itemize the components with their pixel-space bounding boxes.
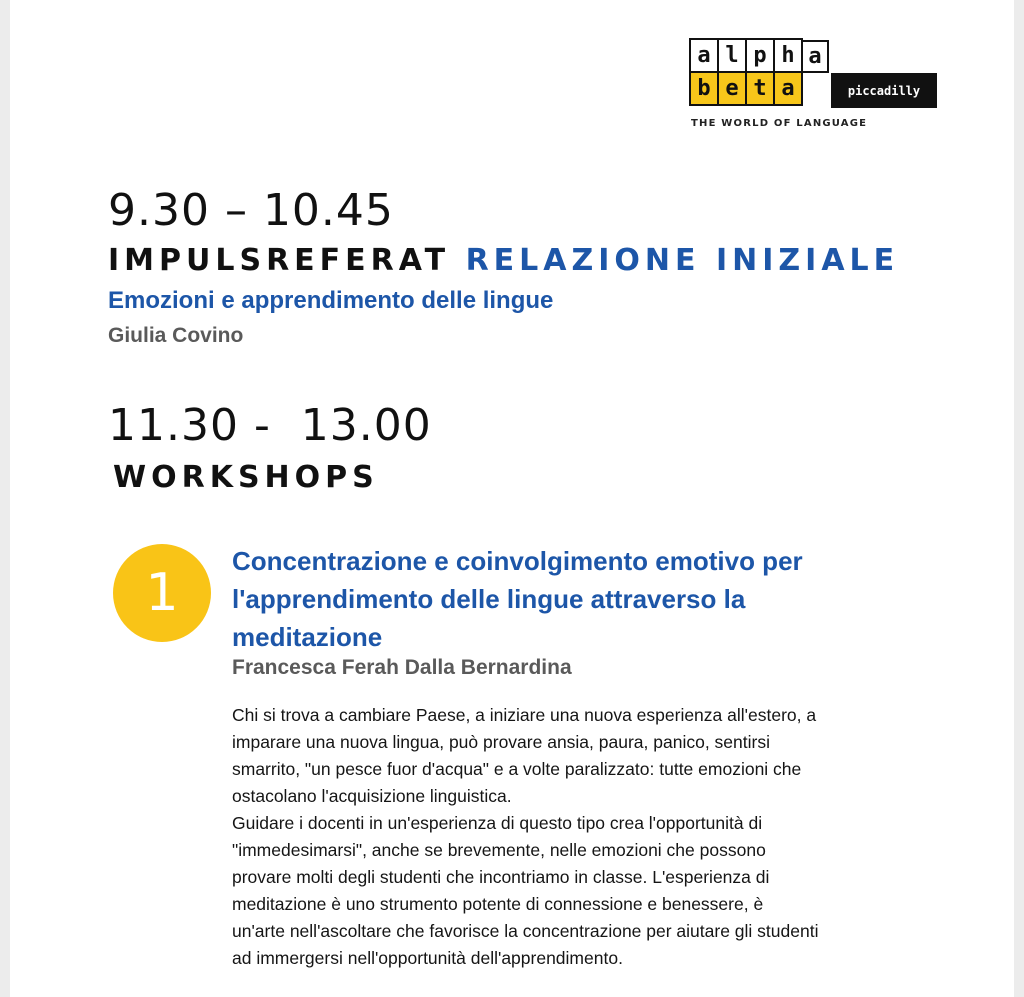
workshop-number-badge: 1 xyxy=(113,544,211,642)
description-line: ad immergersi nell'opportunità dell'apprendimento. xyxy=(232,948,623,968)
session1-title: Emozioni e apprendimento delle lingue xyxy=(108,287,554,314)
description-line: provare molti degli studenti che incontriamo in classe. L'esperienza di xyxy=(232,867,770,887)
description-line: smarrito, "un pesce fuor d'acqua" e a volte paralizzato: tutte emozioni che xyxy=(232,759,802,779)
workshop-title: Concentrazione e coinvolgimento emotivo per l'apprendimento delle lingue attraverso la meditazione xyxy=(232,546,803,652)
description-line: "immedesimarsi", anche se brevemente, nelle emozioni che possono xyxy=(232,840,766,860)
logo-letter: t xyxy=(745,71,775,106)
page-edge-left xyxy=(0,0,10,997)
session2-label xyxy=(113,460,379,495)
logo-letter: h xyxy=(773,38,803,73)
description-line: Guidare i docenti in un'esperienza di questo tipo crea l'opportunità di xyxy=(232,813,763,833)
logo-tagline: THE WORLD OF LANGUAGE xyxy=(691,118,868,129)
logo-letter: l xyxy=(717,38,747,73)
description-line: ostacolano l'acquisizione linguistica. xyxy=(232,786,512,806)
description-line: un'arte nell'ascoltare che favorisce la concentrazione per aiutare gli studenti xyxy=(232,921,819,941)
session2-label-text: WORKSHOPS xyxy=(113,460,379,495)
session1-time: 9.30 – 10.45 xyxy=(108,185,394,236)
description-line: meditazione è uno strumento potente di connessione e benessere, è xyxy=(232,894,764,914)
session1-label xyxy=(108,243,899,278)
logo-letter-grid xyxy=(691,40,803,106)
document-page xyxy=(10,0,1014,997)
logo-piccadilly-label: piccadilly xyxy=(831,73,937,108)
session2-time: 11.30 - 13.00 xyxy=(108,400,432,451)
session1-label-it: RELAZIONE INIZIALE xyxy=(465,243,900,278)
description-line: imparare una nuova lingua, può provare ansia, paura, panico, sentirsi xyxy=(232,732,770,752)
logo-letter: e xyxy=(717,71,747,106)
description-line: Chi si trova a cambiare Paese, a iniziare una nuova esperienza all'estero, a xyxy=(232,705,817,725)
alphabeta-logo xyxy=(691,40,921,129)
workshop-speaker: Francesca Ferah Dalla Bernardina xyxy=(232,656,572,679)
workshop-description xyxy=(232,702,932,972)
page-edge-right xyxy=(1014,0,1024,997)
logo-letter: b xyxy=(689,71,719,106)
logo-letter: a xyxy=(689,38,719,73)
logo-letter: a xyxy=(773,71,803,106)
session1-label-de: IMPULSREFERAT xyxy=(108,243,451,278)
logo-letter: p xyxy=(745,38,775,73)
session1-speaker: Giulia Covino xyxy=(108,324,244,347)
logo-letter: a xyxy=(801,40,829,73)
